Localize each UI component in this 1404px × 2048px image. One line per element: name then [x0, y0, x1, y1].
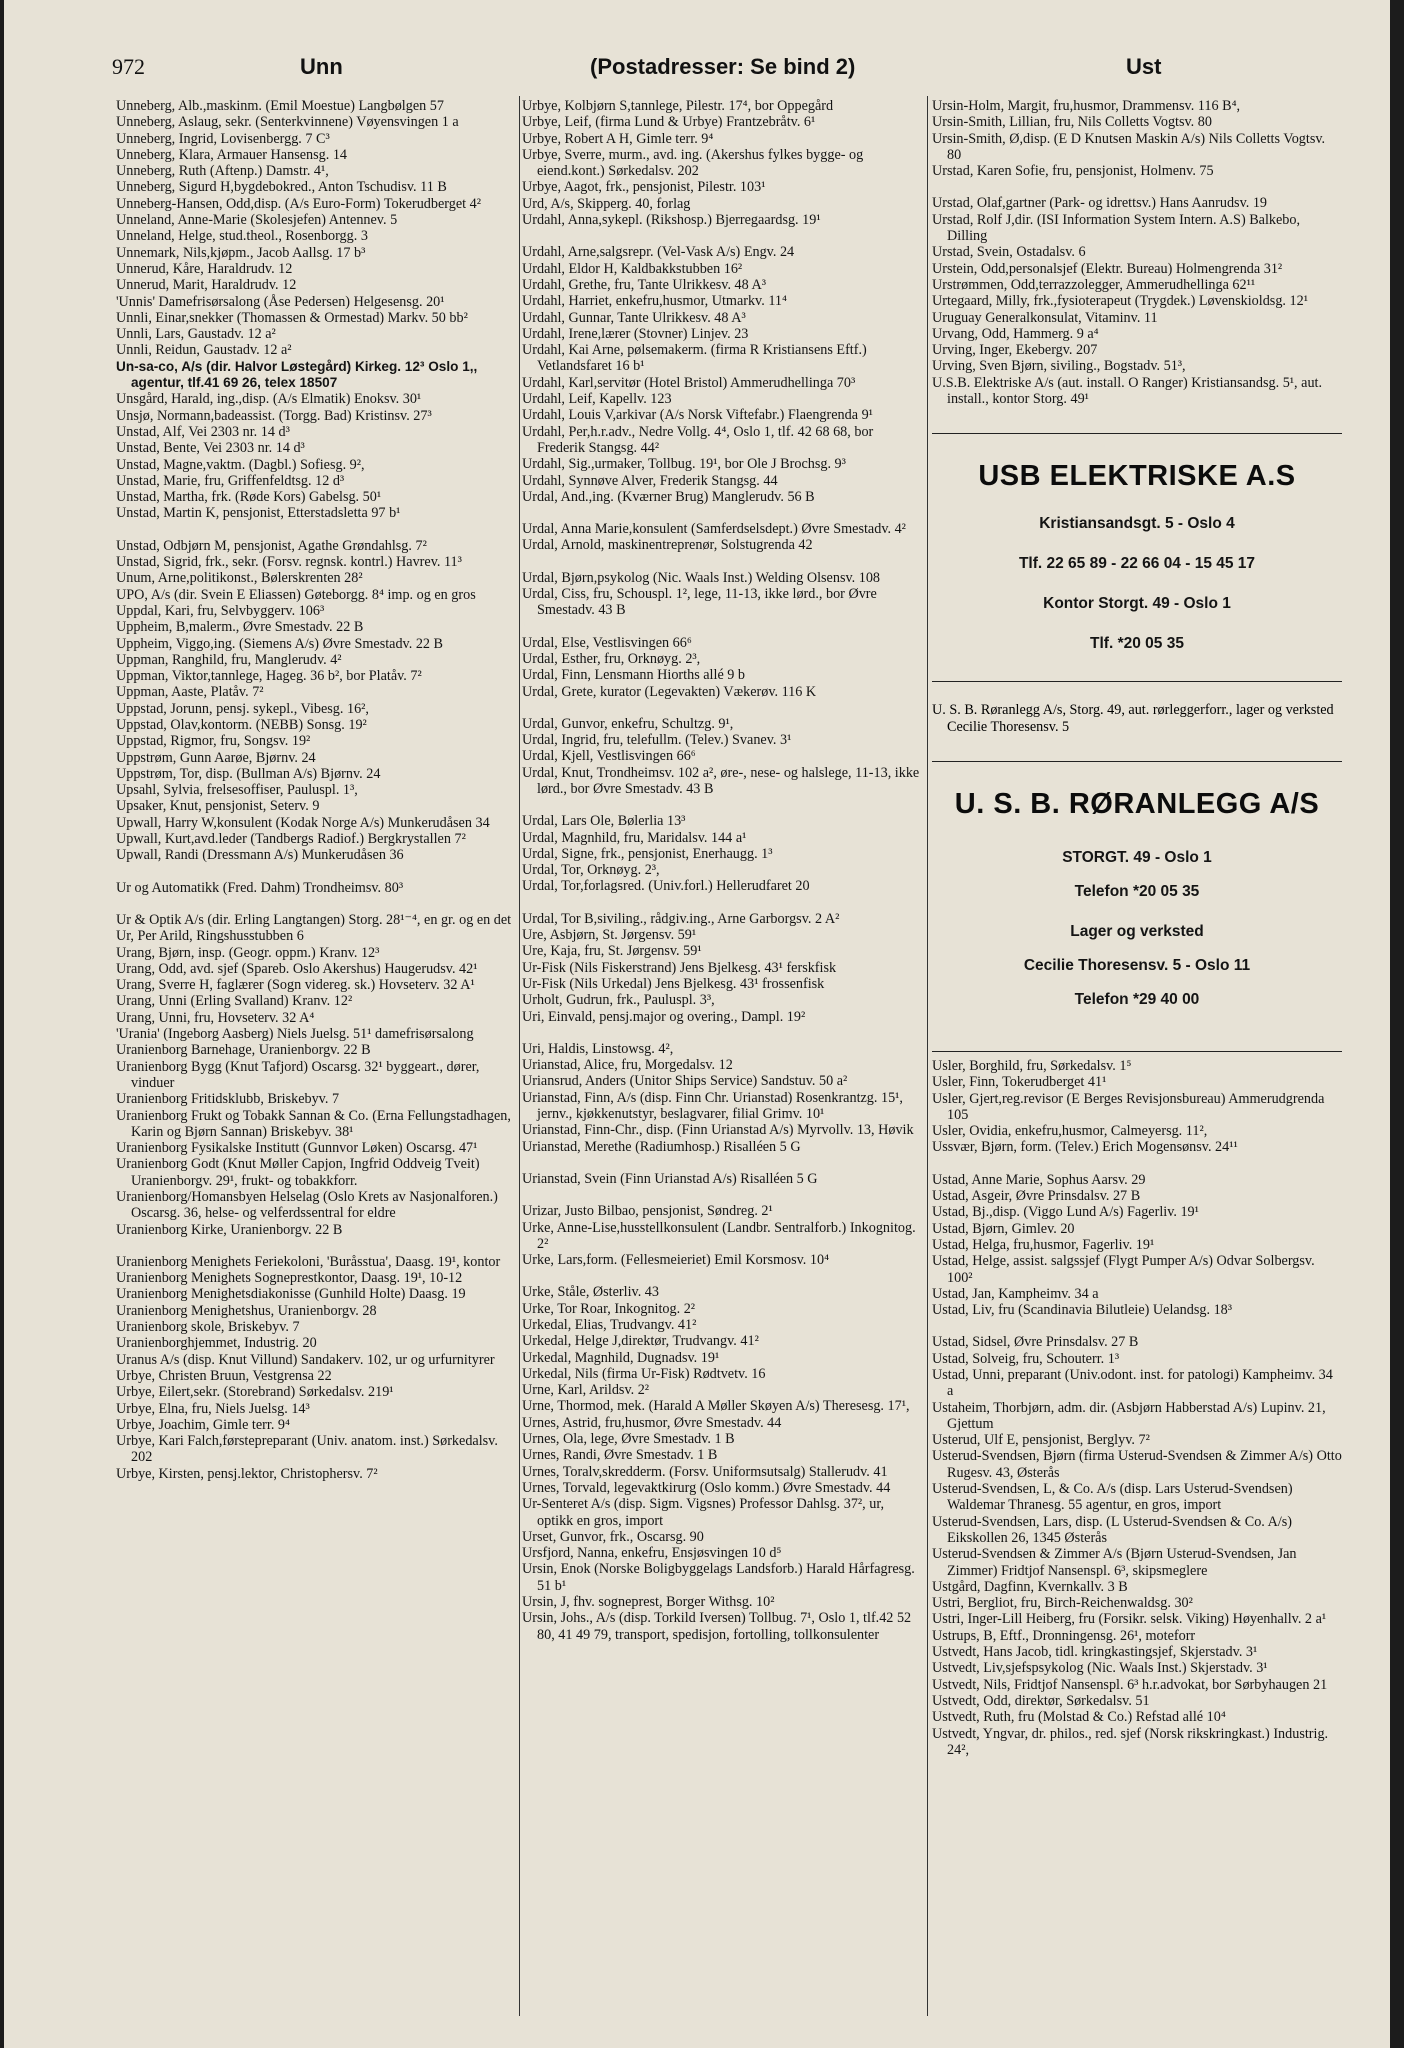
column-3-bottom-entries: [932, 1058, 1342, 1758]
directory-entry: Ure, Asbjørn, St. Jørgensv. 59¹: [522, 927, 697, 944]
directory-entry: Unneberg, Sigurd H,bygdebokred., Anton Tschudisv. 11 B: [116, 179, 447, 196]
directory-entry: Uranienborg Menighetshus, Uranienborgv. 28: [116, 1302, 377, 1319]
ad-title: U. S. B. RØRANLEGG A/S: [954, 787, 1320, 820]
ad-line: Telefon *20 05 35: [1074, 882, 1200, 900]
directory-entry: Ur-Fisk (Nils Fiskerstrand) Jens Bjelkesg. 43¹ ferskfisk: [522, 959, 837, 976]
directory-entry: Usterud-Svendsen, Bjørn (firma Usterud-Svendsen & Zimmer A/s) Otto Rugesv. 43, Østerås: [932, 1448, 1342, 1481]
directory-entry: Uppman, Aaste, Platåv. 7²: [116, 684, 264, 701]
directory-entry: Uri, Einvald, pensj.major og overing., Dampl. 19²: [522, 1008, 806, 1025]
directory-entry: Unneberg-Hansen, Odd,disp. (A/s Euro-Form) Tokerudberget 4²: [116, 195, 481, 212]
directory-entry: Ustad, Helga, fru,husmor, Fagerliv. 19¹: [932, 1236, 1155, 1253]
directory-entry: Upsaker, Knut, pensjonist, Seterv. 9: [116, 798, 320, 815]
directory-entry: Unnerud, Marit, Haraldrudv. 12: [116, 277, 297, 294]
directory-entry: Uranienborg Kirke, Uranienborgv. 22 B: [116, 1221, 343, 1238]
directory-entry: Urstad, Svein, Ostadalsv. 6: [932, 244, 1086, 261]
directory-entry: Urang, Bjørn, insp. (Geogr. oppm.) Kranv. 12³: [116, 944, 380, 961]
column-3: [932, 98, 1342, 2028]
column-divider: [927, 96, 928, 2016]
ad-rule: [932, 761, 1342, 762]
directory-entry: Urang, Unni (Erling Svalland) Kranv. 12²: [116, 993, 353, 1010]
directory-entry: Urdal, Anna Marie,konsulent (Samferdselsdept.) Øvre Smestadv. 4²: [522, 521, 906, 538]
ad-rule: [932, 433, 1342, 434]
ad-line: Tlf. 22 65 89 - 22 66 04 - 15 45 17: [1018, 555, 1256, 573]
directory-entry: Urne, Karl, Arildsv. 2²: [522, 1382, 650, 1399]
header-center-note: (Postadresser: Se bind 2): [590, 54, 856, 79]
directory-entry: Urnes, Ola, lege, Øvre Smestadv. 1 B: [522, 1431, 735, 1448]
directory-entry: Urdahl, Grethe, fru, Tante Ulrikkesv. 48 A³: [522, 276, 766, 293]
directory-entry: Unnerud, Kåre, Haraldrudv. 12: [116, 260, 293, 277]
directory-entry: Ustri, Inger-Lill Heiberg, fru (Forsikr. selsk. Viking) Høyenhallv. 2 a¹: [932, 1611, 1327, 1628]
directory-entry: Ustad, Sidsel, Øvre Prinsdalsv. 27 B: [932, 1334, 1139, 1351]
directory-entry: Unstad, Martin K, pensjonist, Etterstadsletta 97 b¹: [116, 505, 401, 522]
directory-entry: Urstein, Odd,personalsjef (Elektr. Bureau) Holmengrenda 31²: [932, 260, 1283, 277]
directory-entry: Uranienborg Godt (Knut Møller Capjon, Ingfrid Oddveig Tveit) Uranienborgv. 29¹, frukt- og tobakkforr.: [116, 1156, 480, 1189]
directory-entry: Urdal, Esther, fru, Orknøyg. 2³,: [522, 650, 701, 667]
directory-entry: Urtegaard, Milly, frk.,fysioterapeut (Trygdek.) Løvenskioldsg. 12¹: [932, 293, 1308, 310]
directory-entry: Urianstad, Finn-Chr., disp. (Finn Urianstad A/s) Myrvollv. 13, Høvik: [522, 1122, 914, 1139]
directory-entry: Unneberg, Ruth (Aftenp.) Damstr. 4¹,: [116, 163, 329, 180]
directory-entry: Urang, Unni, fru, Hovseterv. 32 A⁴: [116, 1009, 315, 1026]
directory-entry: Urbye, Kirsten, pensj.lektor, Christophersv. 7²: [116, 1465, 378, 1482]
directory-entry: Ursin, Enok (Norske Boligbyggelags Landsforb.) Harald Hårfagresg. 51 b¹: [522, 1561, 915, 1594]
directory-entry: Urbye, Kari Falch,førstepreparant (Univ. anatom. inst.) Sørkedalsv. 202: [116, 1433, 498, 1466]
directory-entry: Ursin-Smith, Ø,disp. (E D Knutsen Maskin A/s) Nils Colletts Vogtsv. 80: [932, 130, 1326, 163]
directory-entry: Urbye, Joachim, Gimle terr. 9⁴: [116, 1416, 290, 1433]
directory-entry: Urdal, And.,ing. (Kværner Brug) Manglerudv. 56 B: [522, 488, 815, 505]
directory-entry: Urdal, Arnold, maskinentreprenør, Solstugrenda 42: [522, 537, 813, 554]
directory-entry: Urdahl, Louis V,arkivar (A/s Norsk Viftefabr.) Flaengrenda 9¹: [522, 407, 873, 424]
directory-entry: Upwall, Harry W,konsulent (Kodak Norge A/s) Munkerudåsen 34: [116, 814, 490, 831]
directory-entry: Ur-Senteret A/s (disp. Sigm. Vigsnes) Professor Dahlsg. 37², ur, optikk en gros, import: [522, 1496, 885, 1529]
directory-entry: Urstad, Rolf J,dir. (ISI Information System Intern. A.S) Balkebo, Dilling: [932, 211, 1301, 245]
directory-entry: Ustri, Bergliot, fru, Birch-Reichenwaldsg. 30²: [932, 1595, 1193, 1612]
directory-entry: Urdal, Lars Ole, Bølerlia 13³: [522, 813, 686, 830]
directory-entry: Ursin-Holm, Margit, fru,husmor, Drammensv. 116 B⁴,: [932, 98, 1241, 114]
directory-entry: Ustad, Unni, preparant (Univ.odont. inst. for patologi) Kampheimv. 34 a: [932, 1366, 1333, 1400]
directory-entry: Urdahl, Gunnar, Tante Ulrikkesv. 48 A³: [522, 309, 746, 326]
directory-entry: Ustrups, B, Eftf., Dronningensg. 26¹, moteforr: [932, 1627, 1196, 1644]
directory-entry: Uppheim, B,malerm., Øvre Smestadv. 22 B: [116, 619, 364, 636]
directory-entry: Urkedal, Helge J,direktør, Trudvangv. 41²: [522, 1333, 759, 1350]
directory-entry: Unstad, Odbjørn M, pensjonist, Agathe Grøndahlsg. 7²: [116, 537, 427, 554]
ad-line: Lager og verksted: [1070, 922, 1204, 940]
directory-entry: Unsjø, Normann,badeassist. (Torgg. Bad) Kristinsv. 27³: [116, 407, 432, 424]
directory-entry: Uruguay Generalkonsulat, Vitaminv. 11: [932, 309, 1158, 326]
directory-entry: Urdal, Signe, frk., pensjonist, Enerhaugg. 1³: [522, 845, 773, 862]
directory-entry: Uranienborg Frukt og Tobakk Sannan & Co. (Erna Fellungstadhagen, Karin og Bjørn Sannan) Briskebyv. 38¹: [116, 1107, 511, 1140]
directory-entry: Uppstad, Rigmor, fru, Songsv. 19²: [116, 733, 311, 750]
directory-entry: Usterud-Svendsen, Lars, disp. (L Usterud-Svendsen & Co. A/s) Eikskollen 26, 1345 Østerås: [932, 1513, 1293, 1546]
directory-entry: Urholt, Gudrun, frk., Pauluspl. 3³,: [522, 992, 715, 1009]
directory-entry: U.S.B. Elektriske A/s (aut. install. O Ranger) Kristiansandsg. 5¹, aut. install., kontor Storg. 49¹: [932, 374, 1323, 408]
directory-entry: Urianstad, Alice, fru, Morgedalsv. 12: [522, 1057, 733, 1074]
directory-entry: Ur & Optik A/s (dir. Erling Langtangen) Storg. 28¹⁻⁴, en gr. og en det: [116, 911, 512, 928]
page-number: 972: [112, 54, 145, 79]
directory-entry: Ursin, J, fhv. sogneprest, Borger Withsg. 10²: [522, 1594, 775, 1611]
directory-entry: Uriansrud, Anders (Unitor Ships Service) Sandstuv. 50 a²: [522, 1073, 848, 1090]
ad-line: STORGT. 49 - Oslo 1: [1062, 848, 1212, 866]
directory-entry: Ursin-Smith, Lillian, fru, Nils Colletts Vogtsv. 80: [932, 114, 1212, 131]
directory-entry: Urang, Odd, avd. sjef (Spareb. Oslo Akershus) Haugerudsv. 42¹: [116, 960, 478, 977]
directory-entry: Urbye, Leif, (firma Lund & Urbye) Frantzebråtv. 6¹: [522, 114, 816, 131]
directory-entry: Uranienborg/Homansbyen Helselag (Oslo Krets av Nasjonalforen.) Oscarsg. 36, helse- og velferdssentral for eldre: [116, 1189, 498, 1222]
ad-rule: [932, 681, 1342, 682]
directory-entry: Ustvedt, Nils, Fridtjof Nansenspl. 6³ h.r.advokat, bor Sørbyhaugen 21: [932, 1676, 1328, 1693]
directory-entry: Uri, Haldis, Linstowsg. 4²,: [522, 1040, 674, 1057]
directory-entry: Usler, Ovidia, enkefru,husmor, Calmeyersg. 11²,: [932, 1123, 1208, 1140]
directory-entry: UPO, A/s (dir. Svein E Eliassen) Gøteborgg. 8⁴ imp. og en gros: [116, 586, 476, 603]
directory-entry: Urdahl, Kai Arne, pølsemakerm. (firma R Kristiansens Eftf.) Vetlandsfaret 16 b¹: [522, 342, 867, 375]
directory-entry: Unstad, Marie, fru, Griffenfeldtsg. 12 d³: [116, 472, 345, 489]
directory-entry: Unneberg, Alb.,maskinm. (Emil Moestue) Langbølgen 57: [116, 98, 444, 114]
directory-entry: Uppdal, Kari, fru, Selvbyggerv. 106³: [116, 602, 325, 619]
directory-entry: Urdal, Ciss, fru, Schouspl. 1², lege, 11-13, ikke lørd., bor Øvre Smestadv. 43 B: [522, 586, 877, 619]
directory-entry: Ussvær, Bjørn, form. (Telev.) Erich Mogensønsv. 24¹¹: [932, 1139, 1238, 1156]
directory-entry: Uppman, Ranghild, fru, Manglerudv. 4²: [116, 651, 342, 668]
directory-entry: Urbye, Elna, fru, Niels Juelsg. 14³: [116, 1400, 310, 1417]
directory-entry: Ustvedt, Ruth, fru (Molstad & Co.) Refstad allé 10⁴: [932, 1709, 1226, 1726]
directory-entry: Uranienborg Menighets Feriekoloni, 'Buråsstua', Daasg. 19¹, kontor: [116, 1253, 501, 1270]
directory-entry: Unsgård, Harald, ing.,disp. (A/s Elmatik) Enoksv. 30¹: [116, 391, 422, 408]
ad-line: Kontor Storgt. 49 - Oslo 1: [1043, 595, 1231, 613]
directory-entry: Ur, Per Arild, Ringshusstubben 6: [116, 928, 304, 945]
directory-entry: Urdahl, Irene,lærer (Stovner) Linjev. 23: [522, 325, 749, 342]
directory-entry: Ustad, Bjørn, Gimlev. 20: [932, 1220, 1075, 1237]
ad-rule: [932, 1051, 1342, 1052]
directory-entry: Urdahl, Per,h.r.adv., Nedre Vollg. 4⁴, Oslo 1, tlf. 42 68 68, bor Frederik Stangsg. 44²: [522, 423, 874, 456]
directory-entry: Usterud, Ulf E, pensjonist, Berglyv. 7²: [932, 1432, 1150, 1449]
ad-usb-roranlegg: [932, 761, 1342, 1052]
column-2: [522, 98, 920, 2028]
directory-entry: Unneland, Helge, stud.theol., Rosenborgg. 3: [116, 228, 368, 245]
directory-entry: Unneberg, Ingrid, Lovisenbergg. 7 C³: [116, 130, 330, 147]
directory-entry: Upsahl, Sylvia, frelsesoffiser, Pauluspl. 1³,: [116, 782, 358, 799]
directory-entry: Urvang, Odd, Hammerg. 9 a⁴: [932, 325, 1099, 342]
header-right-word: Ust: [1126, 54, 1162, 79]
directory-entry: Uppheim, Viggo,ing. (Siemens A/s) Øvre Smestadv. 22 B: [116, 635, 444, 652]
directory-entry: Urke, Ståle, Østerliv. 43: [522, 1284, 659, 1301]
directory-entry: Urving, Inger, Ekebergv. 207: [932, 342, 1098, 359]
directory-entry: Urbye, Robert A H, Gimle terr. 9⁴: [522, 130, 714, 147]
directory-entry: Urbye, Sverre, murm., avd. ing. (Akershus fylkes bygge- og eiend.kont.) Sørkedalsv. 202: [522, 146, 864, 180]
directory-entry: Ursfjord, Nanna, enkefru, Ensjøsvingen 10 d⁵: [522, 1545, 782, 1562]
directory-entry: Usler, Borghild, fru, Sørkedalsv. 1⁵: [932, 1057, 1132, 1074]
directory-entry: Uppstrøm, Tor, disp. (Bullman A/s) Bjørnv. 24: [116, 765, 381, 782]
directory-entry: Urdal, Gunvor, enkefru, Schultzg. 9¹,: [522, 715, 734, 732]
directory-entry: Urbye, Eilert,sekr. (Storebrand) Sørkedalsv. 219¹: [116, 1384, 394, 1401]
directory-entry: Ustad, Solveig, fru, Schouterr. 1³: [932, 1350, 1120, 1367]
directory-entry: Urstad, Olaf,gartner (Park- og idrettsv.) Hans Aanrudsv. 19: [932, 195, 1268, 212]
column-3-top-entries: [932, 98, 1342, 407]
directory-entry: Upwall, Kurt,avd.leder (Tandbergs Radiof.) Bergkrystallen 7²: [116, 831, 466, 848]
directory-entry: Usler, Finn, Tokerudberget 41¹: [932, 1074, 1107, 1091]
directory-entry: Urdahl, Arne,salgsrepr. (Vel-Vask A/s) Engv. 24: [522, 244, 795, 261]
directory-entry: Urstrømmen, Odd,terrazzolegger, Ammerudhellinga 62¹¹: [932, 276, 1256, 293]
directory-entry: Urdal, Tor, Orknøyg. 2³,: [522, 862, 660, 879]
directory-entry: Ur-Fisk (Nils Urkedal) Jens Bjelkesg. 43¹ frossenfisk: [522, 975, 825, 992]
directory-entry: Ustad, Jan, Kampheimv. 34 a: [932, 1285, 1099, 1302]
ad-line: Telefon *29 40 00: [1074, 990, 1200, 1008]
directory-entry: 'Urania' (Ingeborg Aasberg) Niels Juelsg. 51¹ damefrisørsalong: [116, 1026, 474, 1043]
directory-entry: Unstad, Bente, Vei 2303 nr. 14 d³: [116, 440, 305, 457]
directory-entry: Uppstrøm, Gunn Aarøe, Bjørnv. 24: [116, 749, 316, 766]
directory-entry: Uranienborghjemmet, Industrig. 20: [116, 1335, 317, 1352]
directory-entry: Urdal, Grete, kurator (Legevakten) Vækerøv. 116 K: [522, 683, 817, 700]
directory-entry: Unstad, Magne,vaktm. (Dagbl.) Sofiesg. 9²,: [116, 456, 365, 473]
directory-entry: Unneland, Anne-Marie (Skolesjefen) Antennev. 5: [116, 212, 398, 229]
directory-entry: Usterud-Svendsen, L, & Co. A/s (disp. Lars Usterud-Svendsen) Waldemar Thranesg. 55 agentur, en gros, import: [932, 1481, 1293, 1514]
ad-line: Cecilie Thoresensv. 5 - Oslo 11: [1023, 956, 1251, 974]
directory-entry: Uranienborg Fritidsklubb, Briskebyv. 7: [116, 1091, 340, 1108]
directory-entry: Uppstad, Olav,kontorm. (NEBB) Sonsg. 19²: [116, 716, 367, 733]
directory-entry: Urdal, Kjell, Vestlisvingen 66⁶: [522, 748, 696, 765]
directory-entry: Urnes, Astrid, fru,husmor, Øvre Smestadv. 44: [522, 1414, 782, 1431]
directory-entry: Urdal, Tor,forlagsred. (Univ.forl.) Hellerudfaret 20: [522, 878, 810, 895]
directory-entry: Urving, Sven Bjørn, siviling., Bogstadv. 51³,: [932, 358, 1186, 375]
directory-entry: Ustaheim, Thorbjørn, adm. dir. (Asbjørn Habberstad A/s) Lupinv. 21, Gjettum: [932, 1399, 1326, 1432]
directory-entry: 'Unnis' Damefrisørsalong (Åse Pedersen) Helgesensg. 20¹: [116, 293, 445, 310]
directory-entry: Urdal, Magnhild, fru, Maridalsv. 144 a¹: [522, 829, 747, 846]
directory-entry: Urdahl, Harriet, enkefru,husmor, Utmarkv. 11⁴: [522, 293, 787, 310]
directory-entry: Urkedal, Elias, Trudvangv. 41²: [522, 1317, 697, 1333]
directory-entry: Urke, Tor Roar, Inkognitog. 2²: [522, 1300, 696, 1317]
directory-entry: Unstad, Alf, Vei 2303 nr. 14 d³: [116, 423, 290, 440]
directory-entry: Ustvedt, Odd, direktør, Sørkedalsv. 51: [932, 1692, 1150, 1709]
directory-entry: Uranienborg Menighetsdiakonisse (Gunhild Holte) Daasg. 19: [116, 1286, 466, 1303]
directory-entry: Urdal, Finn, Lensmann Hiorths allé 9 b: [522, 667, 746, 684]
directory-entry: Unnli, Reidun, Gaustadv. 12 a²: [116, 342, 292, 359]
directory-entry: Ustad, Helge, assist. salgssjef (Flygt Pumper A/s) Odvar Solbergsv. 100²: [932, 1253, 1315, 1286]
directory-entry: Ustad, Bj.,disp. (Viggo Lund A/s) Fagerliv. 19¹: [932, 1204, 1199, 1221]
directory-entry: Uranienborg skole, Briskebyv. 7: [116, 1319, 300, 1336]
directory-entry: Ustvedt, Yngvar, dr. philos., red. sjef (Norsk rikskringkast.) Industrig. 24²,: [932, 1725, 1329, 1758]
directory-entry: Un-sa-co, A/s (dir. Halvor Løstegård) Kirkeg. 12³ Oslo 1,, agentur, tlf.41 69 26, telex 18507: [116, 358, 478, 391]
directory-entry: Urdal, Knut, Trondheimsv. 102 a², øre-, nese- og halslege, 11-13, ikke lørd., bor Øvre Smestadv. 43 B: [522, 764, 920, 797]
directory-entry: Uranienborg Fysikalske Institutt (Gunnvor Løken) Oscarsg. 47¹: [116, 1140, 478, 1157]
directory-entry: Upwall, Randi (Dressmann A/s) Munkerudåsen 36: [116, 847, 404, 864]
directory-entry: Ur og Automatikk (Fred. Dahm) Trondheimsv. 80³: [116, 879, 404, 896]
directory-entry: Unnli, Einar,snekker (Thomassen & Ormestad) Markv. 50 bb²: [116, 309, 468, 326]
directory-entry: Ustad, Anne Marie, Sophus Aarsv. 29: [932, 1171, 1146, 1188]
directory-entry: Urbye, Kolbjørn S,tannlege, Pilestr. 17⁴, bor Oppegård: [522, 98, 834, 114]
page-header: [4, 54, 1390, 88]
directory-entry: Urdahl, Anna,sykepl. (Rikshosp.) Bjerregaardsg. 19¹: [522, 212, 821, 229]
directory-entry: Urd, A/s, Skipperg. 40, forlag: [522, 195, 691, 212]
directory-entry: Ure, Kaja, fru, St. Jørgensv. 59¹: [522, 943, 702, 960]
directory-entry: Urke, Anne-Lise,husstellkonsulent (Landbr. Sentralforb.) Inkognitog. 2²: [522, 1219, 916, 1252]
directory-entry: Urdal, Tor B,siviling., rådgiv.ing., Arne Garborgsv. 2 A²: [522, 910, 840, 927]
directory-entry: Urnes, Randi, Øvre Smestadv. 1 B: [522, 1447, 718, 1464]
directory-entry: Urianstad, Finn, A/s (disp. Finn Chr. Urianstad) Rosenkrantzg. 15¹, jernv., kjøkkenutstyr, beslagvarer, filial Grimv. 10¹: [522, 1089, 903, 1123]
directory-entry: Urke, Lars,form. (Fellesmeieriet) Emil Korsmosv. 10⁴: [522, 1252, 830, 1269]
directory-entry: Urne, Thormod, mek. (Harald A Møller Skøyen A/s) Theresesg. 17¹,: [522, 1398, 910, 1415]
directory-entry: Urianstad, Svein (Finn Urianstad A/s) Risalléen 5 G: [522, 1170, 818, 1187]
directory-entry: Urdahl, Synnøve Alver, Frederik Stangsg. 44: [522, 472, 778, 489]
directory-entry: Urstad, Karen Sofie, fru, pensjonist, Holmenv. 75: [932, 163, 1214, 180]
ad-title: USB ELEKTRISKE A.S: [978, 460, 1296, 493]
directory-entry: Ustgård, Dagfinn, Kvernkallv. 3 B: [932, 1578, 1128, 1595]
ad-line: Kristiansandsgt. 5 - Oslo 4: [1039, 515, 1235, 533]
directory-entry: Urdahl, Sig.,urmaker, Tollbug. 19¹, bor Ole J Brochsg. 9³: [522, 456, 846, 473]
directory-entry: Urdahl, Karl,servitør (Hotel Bristol) Ammerudhellinga 70³: [522, 374, 856, 391]
directory-entry: Ustad, Liv, fru (Scandinavia Bilutleie) Uelandsg. 18³: [932, 1302, 1233, 1319]
directory-entry: Ustvedt, Liv,sjefspsykolog (Nic. Waals Inst.) Skjerstadv. 3¹: [932, 1660, 1268, 1677]
directory-entry: Unum, Arne,politikonst., Bølerskrenten 28²: [116, 570, 363, 587]
directory-entry: Ustad, Asgeir, Øvre Prinsdalsv. 27 B: [932, 1188, 1141, 1205]
directory-entry: Uranienborg Bygg (Knut Tafjord) Oscarsg. 32¹ byggeart., dører, vinduer: [116, 1058, 480, 1091]
directory-entry: Uranienborg Barnehage, Uranienborgv. 22 B: [116, 1042, 371, 1059]
directory-entry: Urdahl, Eldor H, Kaldbakkstubben 16²: [522, 260, 743, 277]
directory-entry: Ursin, Johs., A/s (disp. Torkild Iversen) Tollbug. 7¹, Oslo 1, tlf.42 52 80, 41 49 79, transport, spedisjon, fortolling, tollkonsulenter: [522, 1610, 912, 1643]
directory-entry: Urdahl, Leif, Kapellv. 123: [522, 391, 672, 408]
directory-entry: Urkedal, Nils (firma Ur-Fisk) Rødtvetv. 16: [522, 1365, 766, 1382]
directory-entry: Urnes, Toralv,skredderm. (Forsv. Uniformsutsalg) Stallerudv. 41: [522, 1463, 888, 1480]
directory-entry: Unneberg, Aslaug, sekr. (Senterkvinnene) Vøyensvingen 1 a: [116, 114, 459, 131]
directory-entry: Uppman, Viktor,tannlege, Hageg. 36 b², bor Platåv. 7²: [116, 668, 422, 685]
directory-entry: Urdal, Bjørn,psykolog (Nic. Waals Inst.) Welding Olsensv. 108: [522, 569, 881, 586]
directory-entry: Urbye, Aagot, frk., pensjonist, Pilestr. 103¹: [522, 179, 766, 196]
directory-entry: Urang, Sverre H, faglærer (Sogn videreg. sk.) Hovseterv. 32 A¹: [116, 977, 475, 994]
directory-entry: Usterud-Svendsen & Zimmer A/s (Bjørn Usterud-Svendsen, Jan Zimmer) Fridtjof Nansenspl. 6³, skipsmeglere: [932, 1546, 1297, 1579]
directory-entry: Uranus A/s (disp. Knut Villund) Sandakerv. 102, ur og urfurnityrer: [116, 1351, 495, 1368]
directory-entry: Unnemark, Nils,kjøpm., Jacob Aallsg. 17 b³: [116, 244, 366, 261]
ad-note: U. S. B. Røranlegg A/s, Storg. 49, aut. rørleggerforr., lager og verksted Cecilie Thoresensv. 5: [932, 702, 1334, 735]
directory-entry: Urdal, Ingrid, fru, telefullm. (Telev.) Svanev. 3¹: [522, 732, 792, 749]
ad-usb-elektriske: [932, 433, 1342, 735]
column-1: [116, 98, 516, 2028]
directory-entry: Unneberg, Klara, Armauer Hansensg. 14: [116, 146, 348, 163]
directory-entry: Unstad, Sigrid, frk., sekr. (Forsv. regnsk. kontrl.) Havrev. 11³: [116, 554, 462, 571]
directory-entry: Urkedal, Magnhild, Dugnadsv. 19¹: [522, 1349, 720, 1366]
directory-entry: Unstad, Martha, frk. (Røde Kors) Gabelsg. 50¹: [116, 489, 382, 506]
directory-entry: Urbye, Christen Bruun, Vestgrensa 22: [116, 1367, 332, 1384]
directory-entry: Uranienborg Menighets Sogneprestkontor, Daasg. 19¹, 10-12: [116, 1270, 463, 1287]
directory-entry: Urset, Gunvor, frk., Oscarsg. 90: [522, 1528, 704, 1545]
directory-entry: Urnes, Torvald, legevaktkirurg (Oslo komm.) Øvre Smestadv. 44: [522, 1479, 891, 1496]
directory-entry: Urdal, Else, Vestlisvingen 66⁶: [522, 634, 692, 651]
directory-entry: Ustvedt, Hans Jacob, tidl. kringkastingsjef, Skjerstadv. 3¹: [932, 1644, 1258, 1661]
header-left-word: Unn: [300, 54, 343, 79]
column-divider: [519, 96, 520, 2016]
directory-entry: Usler, Gjert,reg.revisor (E Berges Revisjonsbureau) Ammerudgrenda 105: [932, 1090, 1325, 1123]
directory-entry: Unnli, Lars, Gaustadv. 12 a²: [116, 326, 276, 343]
directory-entry: Uppstad, Jorunn, pensj. sykepl., Vibesg. 16²,: [116, 700, 369, 717]
ad-line: Tlf. *20 05 35: [1090, 635, 1184, 653]
directory-entry: Urianstad, Merethe (Radiumhosp.) Risalléen 5 G: [522, 1138, 801, 1155]
directory-entry: Urizar, Justo Bilbao, pensjonist, Søndreg. 2¹: [522, 1203, 773, 1220]
directory-page: [4, 0, 1390, 2048]
